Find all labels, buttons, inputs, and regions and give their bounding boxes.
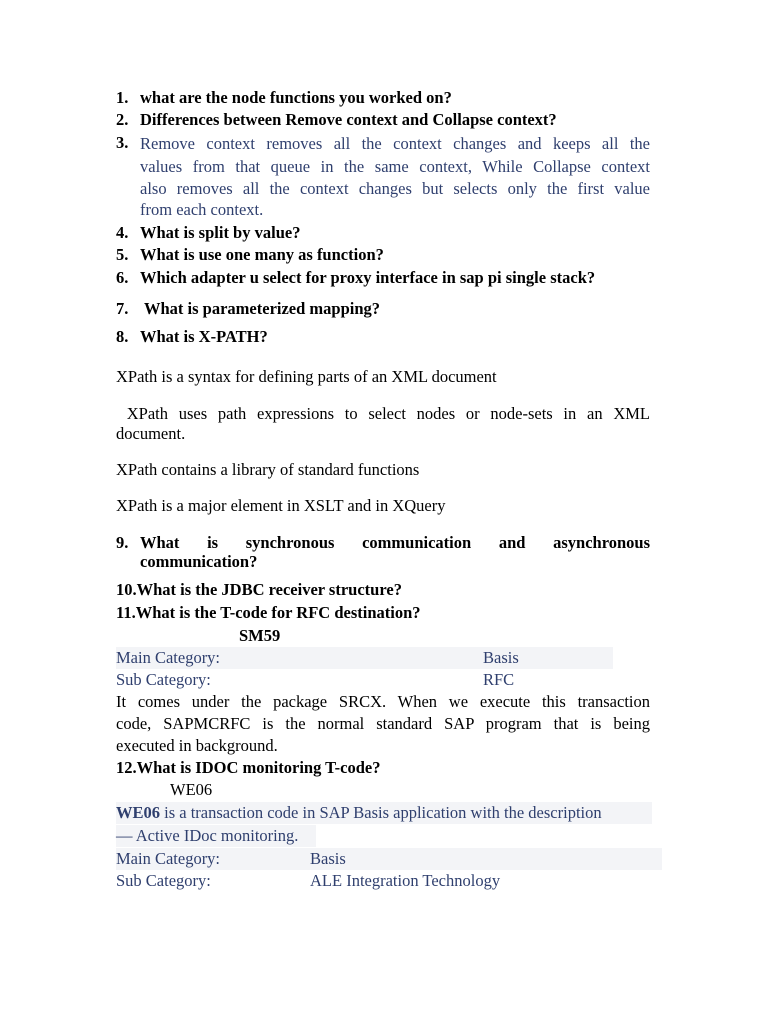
idoc-tcode: WE06	[170, 780, 213, 799]
rfc-description-line-2: code, SAPMCRFC is the normal standard SAP program that is being	[116, 714, 650, 733]
question-number: 8.	[116, 327, 129, 346]
question-text: What is the JDBC receiver structure?	[136, 580, 402, 599]
idoc-description-text: is a transaction code in SAP Basis application with the description	[160, 803, 602, 822]
question-text: what are the node functions you worked on?	[140, 88, 452, 107]
question-number: 11.	[116, 603, 136, 622]
rfc-description-line-1: It comes under the package SRCX. When we execute this transaction	[116, 692, 650, 711]
xpath-paragraph-2-line-1: XPath uses path expressions to select nodes or node-sets in an XML	[116, 404, 650, 423]
question-text: What is parameterized mapping?	[144, 299, 381, 318]
question-9-number: 9.	[116, 533, 129, 552]
item-3-line-4: from each context.	[140, 200, 264, 219]
question-text: Which adapter u select for proxy interface in sap pi single stack?	[140, 268, 596, 287]
xpath-paragraph-1: XPath is a syntax for defining parts of an XML document	[116, 367, 497, 386]
idoc-description-line-2: — Active IDoc monitoring.	[116, 826, 299, 845]
question-number: 5.	[116, 245, 129, 264]
item-3-number: 3.	[116, 133, 129, 152]
question-text: Differences between Remove context and Collapse context?	[140, 110, 557, 129]
question-number: 2.	[116, 110, 129, 129]
question-number: 7.	[116, 299, 129, 318]
item-3-line-2: values from that queue in the same context, While Collapse context	[140, 156, 650, 176]
rfc-main-category-value: Basis	[483, 648, 519, 667]
question-text: What is the T-code for RFC destination?	[135, 603, 421, 622]
idoc-main-category-value: Basis	[310, 849, 346, 868]
question-10	[116, 580, 402, 600]
question-text: What is use one many as function?	[140, 245, 384, 264]
idoc-sub-category-row	[116, 870, 662, 892]
xpath-paragraph-2-line-2: document.	[116, 424, 186, 443]
idoc-main-category-label: Main Category:	[116, 849, 221, 868]
question-8	[116, 327, 268, 347]
rfc-sub-category-label: Sub Category:	[116, 670, 211, 689]
idoc-description-line-1	[116, 802, 602, 824]
xpath-paragraph-3: XPath contains a library of standard functions	[116, 460, 420, 479]
question-4	[116, 223, 300, 243]
item-3-line-3: also removes all the context changes but selects only the first value	[140, 179, 650, 198]
rfc-sub-category-row	[116, 669, 613, 691]
question-text: What is X-PATH?	[140, 327, 268, 346]
question-number: 1.	[116, 88, 129, 107]
question-9-line-2: communication?	[140, 552, 258, 571]
question-number: 4.	[116, 223, 129, 242]
idoc-sub-category-value: ALE Integration Technology	[310, 871, 501, 890]
question-7	[116, 299, 380, 319]
question-text: What is IDOC monitoring T-code?	[136, 758, 381, 777]
question-9-line-1: What is synchronous communication and asynchronous	[140, 533, 650, 552]
idoc-main-category-row	[116, 848, 662, 870]
question-2	[116, 110, 557, 130]
question-number: 10.	[116, 580, 137, 599]
rfc-description-line-3: executed in background.	[116, 736, 278, 755]
question-text: What is split by value?	[140, 223, 301, 242]
question-12	[116, 758, 380, 778]
rfc-sub-category-value: RFC	[483, 670, 515, 689]
question-6	[116, 268, 595, 288]
question-number: 6.	[116, 268, 129, 287]
item-3-line-1: Remove context removes all the context changes and keeps all the	[140, 134, 650, 153]
question-5	[116, 245, 384, 265]
question-number: 12.	[116, 758, 137, 777]
question-1	[116, 88, 452, 108]
rfc-main-category-row	[116, 647, 613, 669]
idoc-description-tcode: WE06	[116, 803, 161, 822]
idoc-sub-category-label: Sub Category:	[116, 871, 211, 890]
xpath-paragraph-4: XPath is a major element in XSLT and in XQuery	[116, 496, 446, 515]
rfc-main-category-label: Main Category:	[116, 648, 221, 667]
rfc-tcode: SM59	[239, 626, 281, 645]
question-11	[116, 603, 421, 623]
